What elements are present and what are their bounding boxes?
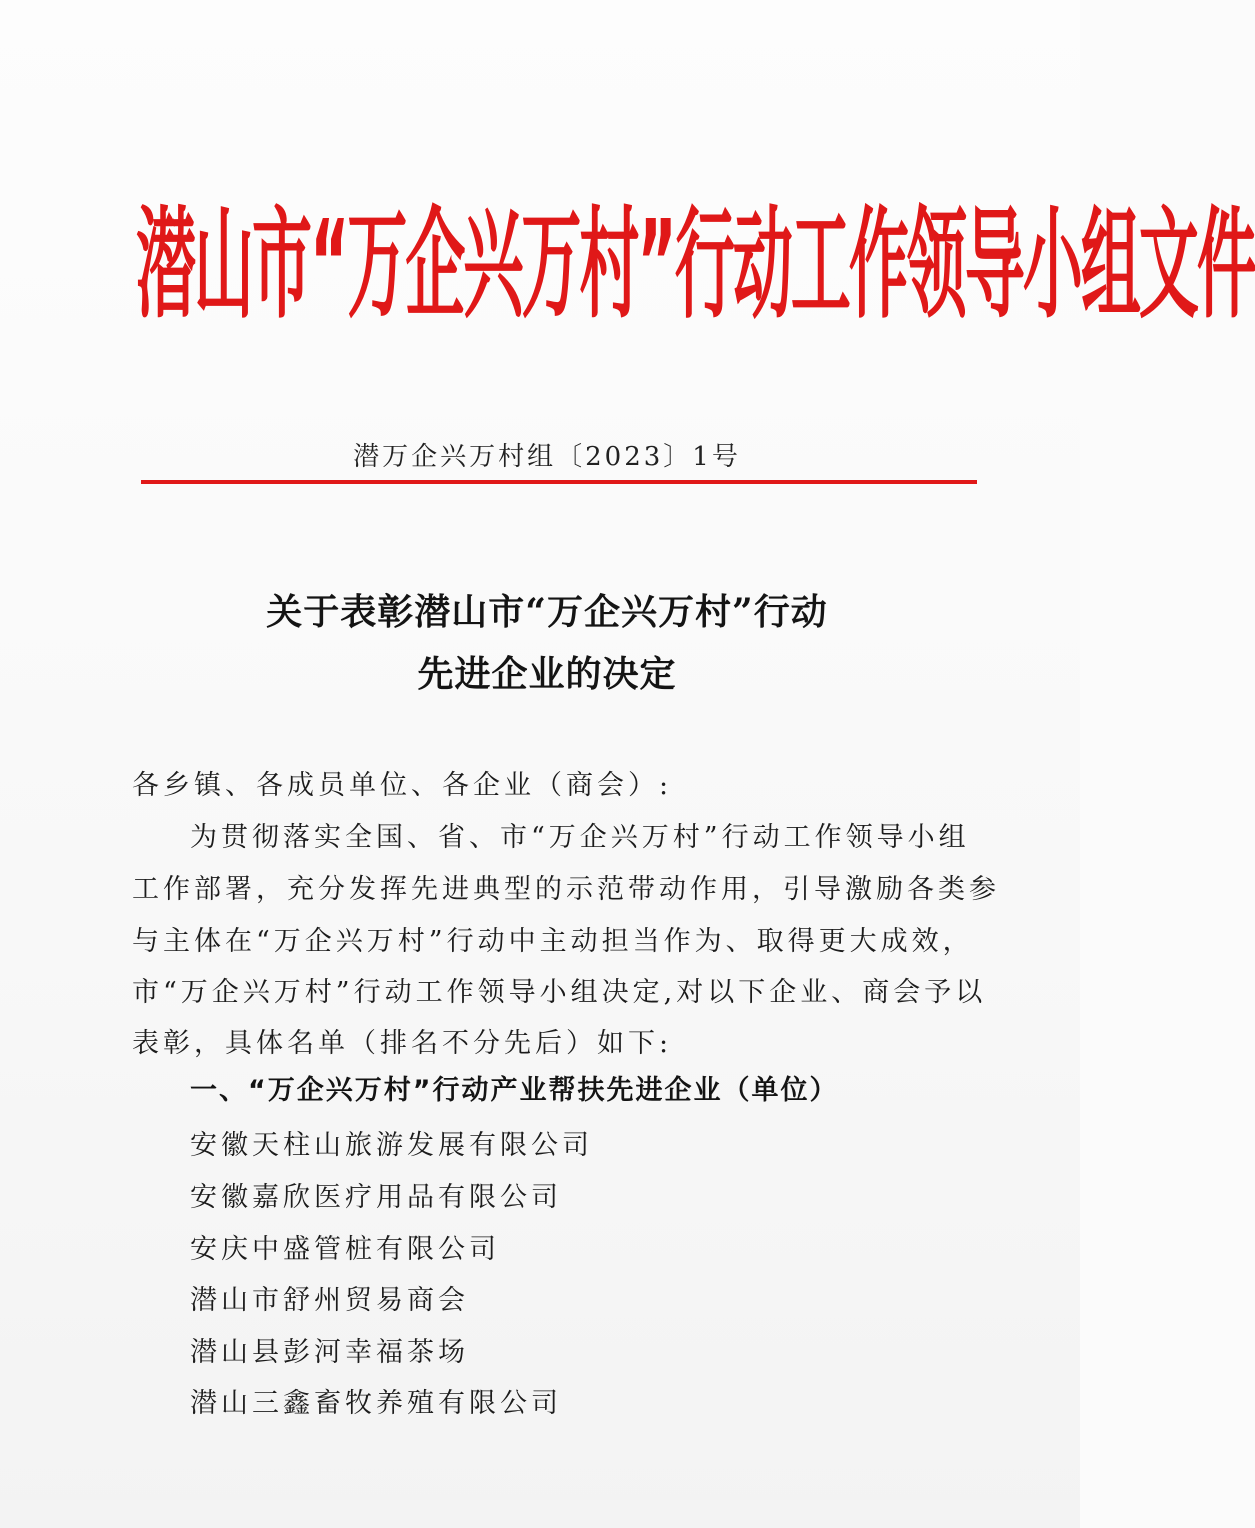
paragraph-line: 与主体在“万企兴万村”行动中主动担当作为、取得更大成效， — [132, 926, 974, 957]
company-list-item: 潜山三鑫畜牧养殖有限公司 — [190, 1388, 562, 1419]
paragraph-line: 市“万企兴万村”行动工作领导小组决定,对以下企业、商会予以 — [132, 977, 987, 1008]
paragraph-line: 为贯彻落实全国、省、市“万企兴万村”行动工作领导小组 — [190, 822, 970, 853]
company-list-item: 安庆中盛管桩有限公司 — [190, 1234, 500, 1265]
company-list-item: 安徽嘉欣医疗用品有限公司 — [190, 1182, 562, 1213]
paragraph-line: 工作部署，充分发挥先进典型的示范带动作用，引导激励各类参 — [132, 874, 1000, 905]
decision-title-line-1: 关于表彰潜山市“万企兴万村”行动 — [266, 591, 828, 633]
salutation: 各乡镇、各成员单位、各企业（商会）: — [132, 770, 673, 801]
decision-title-line-2: 先进企业的决定 — [417, 653, 677, 695]
red-divider-line — [141, 480, 977, 484]
company-list-item: 安徽天柱山旅游发展有限公司 — [190, 1130, 593, 1161]
document-number: 潜万企兴万村组〔2023〕1号 — [353, 442, 741, 472]
document-header-title: 潜山市“万企兴万村”行动工作领导小组文件 — [136, 196, 1255, 336]
company-list-item: 潜山市舒州贸易商会 — [190, 1285, 469, 1316]
section-heading: 一、“万企兴万村”行动产业帮扶先进企业（单位） — [190, 1075, 839, 1106]
paragraph-line: 表彰，具体名单（排名不分先后）如下: — [132, 1028, 673, 1059]
company-list-item: 潜山县彭河幸福茶场 — [190, 1337, 469, 1368]
